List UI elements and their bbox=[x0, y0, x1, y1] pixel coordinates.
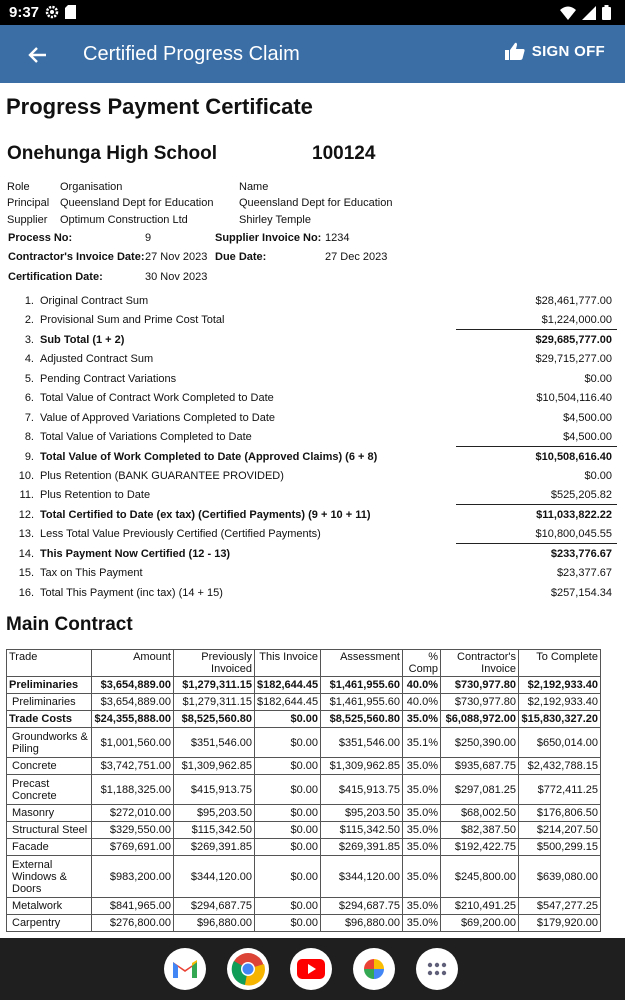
supplier-invoice-no-label: Supplier Invoice No: bbox=[215, 232, 322, 244]
summary-line-number: 7. bbox=[24, 411, 34, 424]
supplier-organisation: Optimum Construction Ltd bbox=[60, 214, 188, 226]
value-cell: $0.00 bbox=[255, 728, 321, 758]
summary-line-number: 6. bbox=[24, 392, 34, 405]
summary-line-label: Total Value of Variations Completed to Date bbox=[40, 431, 252, 444]
trade-cell: External Windows & Doors bbox=[7, 856, 92, 898]
summary-line-value: $29,685,777.00 bbox=[535, 333, 612, 346]
summary-line-value: $10,504,116.40 bbox=[536, 392, 612, 405]
value-cell: $1,461,955.60 bbox=[321, 694, 403, 711]
summary-line-value: $10,800,045.55 bbox=[535, 528, 612, 541]
supplier-name: Shirley Temple bbox=[239, 214, 311, 226]
thumbs-up-icon bbox=[505, 42, 525, 60]
arrow-back-icon bbox=[22, 40, 52, 70]
summary-line-value: $257,154.34 bbox=[550, 586, 612, 599]
summary-line-number: 5. bbox=[24, 372, 34, 385]
principal-name: Queensland Dept for Education bbox=[239, 197, 393, 209]
summary-line-label: Original Contract Sum bbox=[40, 295, 149, 307]
value-cell: $1,188,325.00 bbox=[92, 775, 174, 805]
value-cell: $214,207.50 bbox=[519, 822, 601, 839]
certificate-title: Progress Payment Certificate bbox=[6, 94, 313, 119]
value-cell: $1,279,311.15 bbox=[174, 677, 255, 694]
value-cell: $2,192,933.40 bbox=[519, 677, 601, 694]
value-cell: $245,800.00 bbox=[441, 856, 519, 898]
gmail-icon[interactable] bbox=[164, 948, 206, 990]
due-date-label: Due Date: bbox=[215, 251, 267, 263]
value-cell: $179,920.00 bbox=[519, 915, 601, 932]
value-cell: $210,491.25 bbox=[441, 898, 519, 915]
table-row[interactable] bbox=[7, 758, 601, 775]
col-header-this-invoice: This Invoice bbox=[255, 650, 321, 677]
summary-line-value: $0.00 bbox=[584, 469, 612, 482]
summary-line-label: Total Value of Work Completed to Date (Approved Claims) (6 + 8) bbox=[40, 450, 378, 463]
process-no-value: 9 bbox=[145, 232, 152, 244]
value-cell: $297,081.25 bbox=[441, 775, 519, 805]
value-cell: $0.00 bbox=[255, 856, 321, 898]
battery-icon bbox=[602, 5, 611, 20]
summary-line-label: Sub Total (1 + 2) bbox=[40, 333, 125, 346]
supplier-invoice-no-value: 1234 bbox=[325, 232, 350, 244]
sign-off-button[interactable] bbox=[505, 42, 605, 60]
col-header-to-complete: To Complete bbox=[519, 650, 601, 677]
app-bar bbox=[0, 25, 625, 83]
table-row[interactable] bbox=[7, 822, 601, 839]
value-cell: $8,525,560.80 bbox=[321, 711, 403, 728]
table-row[interactable] bbox=[7, 805, 601, 822]
summary-line-number: 13. bbox=[18, 528, 34, 541]
summary-line bbox=[0, 292, 625, 311]
main-contract-table bbox=[6, 649, 601, 932]
table-group-row[interactable] bbox=[7, 711, 601, 728]
value-cell: $115,342.50 bbox=[174, 822, 255, 839]
status-bar bbox=[0, 0, 625, 25]
photos-icon[interactable] bbox=[353, 948, 395, 990]
summary-line-number: 4. bbox=[24, 353, 34, 366]
value-cell: $269,391.85 bbox=[174, 839, 255, 856]
value-cell: $351,546.00 bbox=[321, 728, 403, 758]
youtube-icon[interactable] bbox=[290, 948, 332, 990]
table-row[interactable] bbox=[7, 856, 601, 898]
value-cell: $250,390.00 bbox=[441, 728, 519, 758]
value-cell: $841,965.00 bbox=[92, 898, 174, 915]
value-cell: $0.00 bbox=[255, 805, 321, 822]
summary-line-number: 15. bbox=[18, 567, 34, 580]
table-row[interactable] bbox=[7, 898, 601, 915]
value-cell: 35.0% bbox=[403, 915, 441, 932]
value-cell: $2,192,933.40 bbox=[519, 694, 601, 711]
value-cell: 35.0% bbox=[403, 805, 441, 822]
value-cell: $95,203.50 bbox=[321, 805, 403, 822]
summary-line-value: $28,461,777.00 bbox=[535, 295, 612, 307]
principal-organisation: Queensland Dept for Education bbox=[60, 197, 214, 209]
summary-line-label: Value of Approved Variations Completed to Date bbox=[40, 411, 276, 424]
summary-line bbox=[0, 545, 625, 564]
value-cell: $0.00 bbox=[255, 822, 321, 839]
summary-line-value: $29,715,277.00 bbox=[535, 353, 612, 366]
due-date-value: 27 Dec 2023 bbox=[325, 251, 388, 263]
trade-cell: Carpentry bbox=[7, 915, 92, 932]
value-cell: 35.0% bbox=[403, 839, 441, 856]
summary-line bbox=[0, 331, 625, 350]
value-cell: $95,203.50 bbox=[174, 805, 255, 822]
value-cell: $176,806.50 bbox=[519, 805, 601, 822]
summary-line-value: $4,500.00 bbox=[563, 431, 612, 444]
value-cell: $547,277.25 bbox=[519, 898, 601, 915]
summary-line bbox=[0, 564, 625, 583]
value-cell: 40.0% bbox=[403, 677, 441, 694]
contractor-invoice-date-value: 27 Nov 2023 bbox=[145, 251, 208, 263]
value-cell: $0.00 bbox=[255, 775, 321, 805]
value-cell: $182,644.45 bbox=[255, 677, 321, 694]
table-row[interactable] bbox=[7, 694, 601, 711]
role-header: Role bbox=[7, 181, 30, 193]
value-cell: $272,010.00 bbox=[92, 805, 174, 822]
value-cell: $0.00 bbox=[255, 758, 321, 775]
value-cell: 35.0% bbox=[403, 822, 441, 839]
summary-line-number: 16. bbox=[18, 586, 34, 599]
value-cell: 35.0% bbox=[403, 711, 441, 728]
value-cell: $96,880.00 bbox=[174, 915, 255, 932]
value-cell: $351,546.00 bbox=[174, 728, 255, 758]
summary-line bbox=[0, 448, 625, 467]
main-contract-title: Main Contract bbox=[6, 614, 133, 635]
value-cell: $935,687.75 bbox=[441, 758, 519, 775]
project-number: 100124 bbox=[312, 143, 376, 164]
summary-line-number: 12. bbox=[18, 508, 34, 521]
value-cell: $1,309,962.85 bbox=[321, 758, 403, 775]
value-cell: $2,432,788.15 bbox=[519, 758, 601, 775]
summary-line-value: $0.00 bbox=[584, 372, 612, 385]
summary-line-label: Less Total Value Previously Certified (Certified Payments) bbox=[40, 528, 321, 541]
value-cell: $276,800.00 bbox=[92, 915, 174, 932]
value-cell: $772,411.25 bbox=[519, 775, 601, 805]
value-cell: $8,525,560.80 bbox=[174, 711, 255, 728]
value-cell: $1,001,560.00 bbox=[92, 728, 174, 758]
value-cell: $0.00 bbox=[255, 915, 321, 932]
summary-line-number: 1. bbox=[24, 295, 34, 307]
summary-line-label: This Payment Now Certified (12 - 13) bbox=[40, 547, 231, 560]
value-cell: $0.00 bbox=[255, 711, 321, 728]
table-row[interactable] bbox=[7, 839, 601, 856]
table-row[interactable] bbox=[7, 775, 601, 805]
value-cell: $3,654,889.00 bbox=[92, 694, 174, 711]
summary-line bbox=[0, 584, 625, 603]
col-header-assessment: Assessment bbox=[321, 650, 403, 677]
summary-line-value: $23,377.67 bbox=[556, 567, 612, 580]
value-cell: 35.0% bbox=[403, 898, 441, 915]
value-cell: 35.0% bbox=[403, 775, 441, 805]
summary-line-value: $525,205.82 bbox=[550, 489, 612, 502]
value-cell: $115,342.50 bbox=[321, 822, 403, 839]
summary-line-value: $233,776.67 bbox=[550, 547, 612, 560]
table-group-row[interactable] bbox=[7, 677, 601, 694]
summary-line-value: $4,500.00 bbox=[563, 411, 612, 424]
status-time: 9:37 bbox=[9, 4, 40, 21]
col-header-previously-invoiced: Previously Invoiced bbox=[174, 650, 255, 677]
wifi-icon bbox=[560, 6, 576, 20]
value-cell: $69,200.00 bbox=[441, 915, 519, 932]
sd-card-icon bbox=[65, 5, 76, 19]
value-cell: $1,461,955.60 bbox=[321, 677, 403, 694]
back-button[interactable] bbox=[22, 40, 52, 70]
table-row[interactable] bbox=[7, 915, 601, 932]
value-cell: $192,422.75 bbox=[441, 839, 519, 856]
value-cell: $24,355,888.00 bbox=[92, 711, 174, 728]
principal-role: Principal bbox=[7, 197, 50, 209]
summary-line-label: Pending Contract Variations bbox=[40, 372, 177, 385]
value-cell: $769,691.00 bbox=[92, 839, 174, 856]
school-name: Onehunga High School bbox=[7, 143, 218, 164]
value-cell: $294,687.75 bbox=[174, 898, 255, 915]
summary-line-value: $11,033,822.22 bbox=[536, 508, 612, 521]
value-cell: $6,088,972.00 bbox=[441, 711, 519, 728]
value-cell: $3,654,889.00 bbox=[92, 677, 174, 694]
settings-gear-icon bbox=[45, 5, 59, 19]
name-header: Name bbox=[239, 181, 269, 193]
payment-summary bbox=[0, 292, 625, 603]
summary-line-number: 14. bbox=[18, 547, 34, 560]
summary-line-value: $1,224,000.00 bbox=[541, 314, 612, 327]
table-row[interactable] bbox=[7, 728, 601, 758]
value-cell: $269,391.85 bbox=[321, 839, 403, 856]
summary-line-value: $10,508,616.40 bbox=[535, 450, 612, 463]
summary-line bbox=[0, 370, 625, 389]
trade-cell: Preliminaries bbox=[7, 694, 92, 711]
summary-line-number: 9. bbox=[24, 450, 34, 463]
trade-cell: Preliminaries bbox=[7, 677, 92, 694]
certificate-content[interactable] bbox=[0, 88, 625, 938]
value-cell: $983,200.00 bbox=[92, 856, 174, 898]
value-cell: 35.1% bbox=[403, 728, 441, 758]
summary-line-label: Tax on This Payment bbox=[40, 567, 143, 580]
value-cell: $82,387.50 bbox=[441, 822, 519, 839]
trade-cell: Trade Costs bbox=[7, 711, 92, 728]
summary-line-number: 10. bbox=[18, 469, 34, 482]
trade-cell: Groundworks & Piling bbox=[7, 728, 92, 758]
summary-line-label: Total Value of Contract Work Completed to Date bbox=[40, 392, 274, 405]
summary-line-label: Provisional Sum and Prime Cost Total bbox=[40, 314, 225, 327]
value-cell: $294,687.75 bbox=[321, 898, 403, 915]
summary-line-label: Adjusted Contract Sum bbox=[40, 353, 154, 366]
app-dock bbox=[164, 948, 458, 990]
supplier-role: Supplier bbox=[7, 214, 48, 226]
value-cell: $650,014.00 bbox=[519, 728, 601, 758]
value-cell: $639,080.00 bbox=[519, 856, 601, 898]
summary-line bbox=[0, 409, 625, 428]
value-cell: $415,913.75 bbox=[174, 775, 255, 805]
value-cell: 35.0% bbox=[403, 758, 441, 775]
navigation-bar bbox=[0, 938, 625, 1000]
chrome-icon[interactable] bbox=[227, 948, 269, 990]
summary-line bbox=[0, 525, 625, 544]
value-cell: $0.00 bbox=[255, 898, 321, 915]
value-cell: $1,279,311.15 bbox=[174, 694, 255, 711]
process-no-label: Process No: bbox=[8, 232, 73, 244]
summary-line bbox=[0, 350, 625, 369]
value-cell: 35.0% bbox=[403, 856, 441, 898]
summary-line-number: 2. bbox=[24, 314, 34, 327]
summary-line-number: 11. bbox=[19, 489, 34, 502]
value-cell: 40.0% bbox=[403, 694, 441, 711]
table-header-row bbox=[7, 650, 601, 677]
trade-cell: Facade bbox=[7, 839, 92, 856]
value-cell: $730,977.80 bbox=[441, 677, 519, 694]
value-cell: $344,120.00 bbox=[321, 856, 403, 898]
page-title: Certified Progress Claim bbox=[83, 43, 300, 65]
value-cell: $1,309,962.85 bbox=[174, 758, 255, 775]
summary-line bbox=[0, 311, 625, 330]
summary-line bbox=[0, 389, 625, 408]
col-header-percent-comp: % Comp bbox=[403, 650, 441, 677]
certification-date-value: 30 Nov 2023 bbox=[145, 271, 208, 283]
value-cell: $329,550.00 bbox=[92, 822, 174, 839]
summary-line-label: Plus Retention (BANK GUARANTEE PROVIDED) bbox=[40, 469, 284, 482]
certification-date-label: Certification Date: bbox=[8, 271, 103, 283]
trade-cell: Metalwork bbox=[7, 898, 92, 915]
value-cell: $500,299.15 bbox=[519, 839, 601, 856]
summary-line bbox=[0, 428, 625, 447]
value-cell: $68,002.50 bbox=[441, 805, 519, 822]
value-cell: $15,830,327.20 bbox=[519, 711, 601, 728]
trade-cell: Masonry bbox=[7, 805, 92, 822]
summary-line-number: 8. bbox=[24, 431, 34, 444]
summary-line-label: Total This Payment (inc tax) (14 + 15) bbox=[40, 586, 223, 599]
summary-line bbox=[0, 467, 625, 486]
col-header-contractors-invoice: Contractor's Invoice bbox=[441, 650, 519, 677]
summary-line bbox=[0, 506, 625, 525]
value-cell: $3,742,751.00 bbox=[92, 758, 174, 775]
value-cell: $415,913.75 bbox=[321, 775, 403, 805]
trade-cell: Precast Concrete bbox=[7, 775, 92, 805]
value-cell: $96,880.00 bbox=[321, 915, 403, 932]
col-header-amount: Amount bbox=[92, 650, 174, 677]
trade-cell: Structural Steel bbox=[7, 822, 92, 839]
summary-line-label: Plus Retention to Date bbox=[40, 489, 151, 502]
value-cell: $0.00 bbox=[255, 839, 321, 856]
sign-off-label: SIGN OFF bbox=[531, 42, 605, 60]
col-header-trade: Trade bbox=[7, 650, 92, 677]
value-cell: $344,120.00 bbox=[174, 856, 255, 898]
contractor-invoice-date-label: Contractor's Invoice Date: bbox=[8, 251, 145, 263]
summary-line-label: Total Certified to Date (ex tax) (Certified Payments) (9 + 10 + 11) bbox=[40, 508, 371, 521]
summary-line-number: 3. bbox=[24, 333, 34, 346]
app-drawer-icon[interactable] bbox=[416, 948, 458, 990]
summary-line bbox=[0, 486, 625, 505]
organisation-header: Organisation bbox=[60, 181, 123, 193]
signal-icon bbox=[582, 6, 596, 20]
trade-cell: Concrete bbox=[7, 758, 92, 775]
value-cell: $730,977.80 bbox=[441, 694, 519, 711]
value-cell: $182,644.45 bbox=[255, 694, 321, 711]
